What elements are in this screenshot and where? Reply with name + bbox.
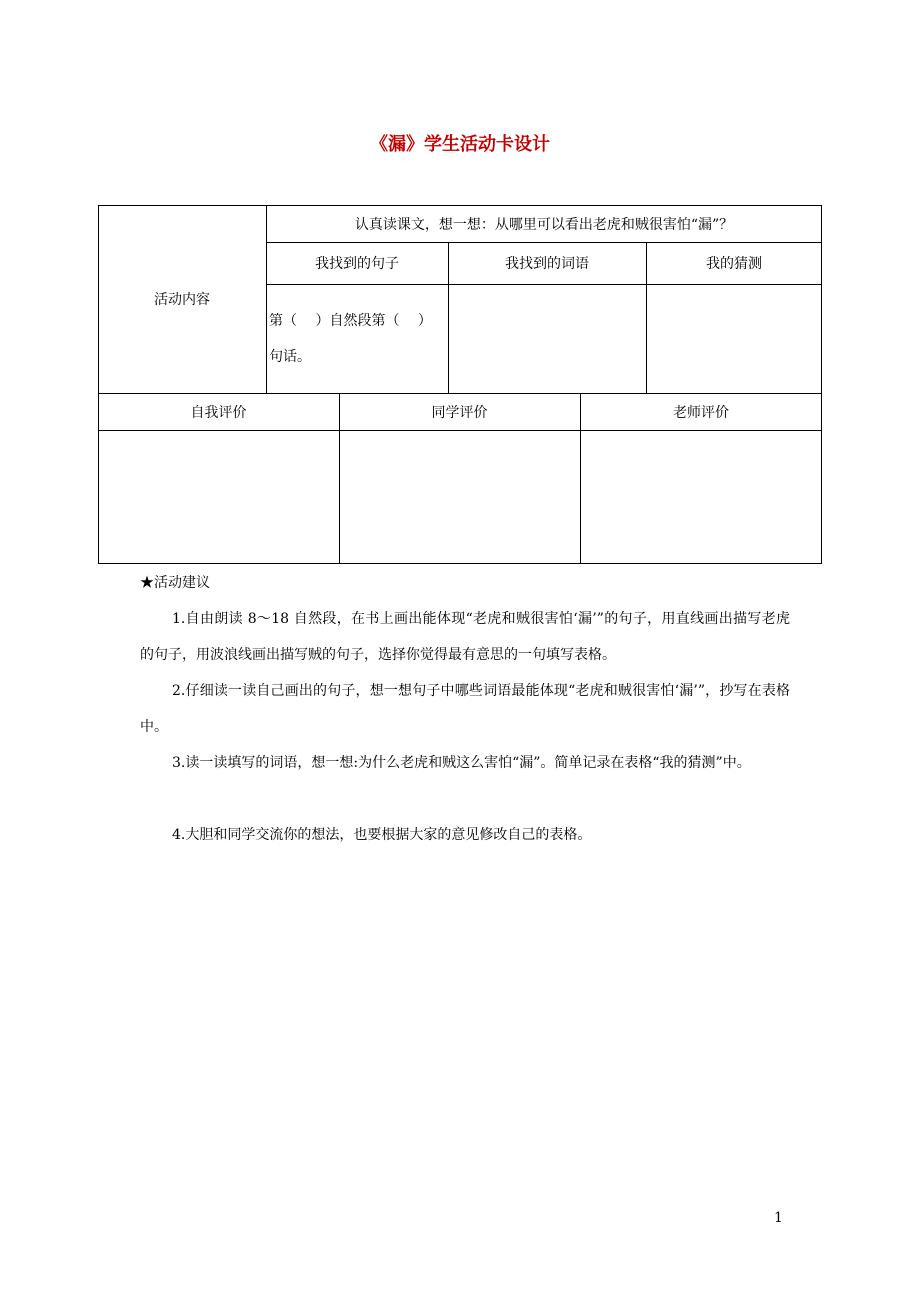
suggestion-item: 2.仔细读一读自己画出的句子，想一想句子中哪些词语最能体现“老虎和贼很害怕‘漏’”，抄写在表格中。 — [140, 683, 790, 735]
suggestion-item: 1.自由朗读 8～18 自然段，在书上画出能体现“老虎和贼很害怕‘漏’”的句子，用直线画出描写老虎的句子，用波浪线画出描写贼的句子，选择你觉得最有意思的一句填写表格。 — [140, 611, 790, 663]
eval-header-peer: 同学评价 — [431, 404, 488, 421]
column-header-words: 我找到的词语 — [505, 256, 589, 272]
sentence-fill-line1: 第（ ）自然段第（ ） — [269, 313, 432, 329]
page-title: 《漏》学生活动卡设计 — [370, 134, 550, 155]
sentence-fill-line2: 句话。 — [269, 349, 311, 365]
table-border-bottom — [98, 563, 822, 564]
column-header-sentence: 我找到的句子 — [315, 256, 399, 272]
table-line — [98, 430, 822, 431]
activity-prompt: 认真读课文，想一想：从哪里可以看出老虎和贼很害怕“漏”？ — [354, 216, 734, 233]
suggestion-item: 3.读一读填写的词语，想一想:为什么老虎和贼这么害怕“漏”。简单记录在表格“我的猜测”中。 — [172, 755, 751, 771]
eval-header-self: 自我评价 — [190, 404, 247, 421]
suggestions-heading: ★活动建议 — [140, 575, 210, 591]
activity-label: 活动内容 — [154, 292, 210, 308]
column-header-guess: 我的猜测 — [706, 256, 762, 272]
eval-header-teacher: 老师评价 — [673, 404, 729, 421]
table-line — [266, 284, 822, 285]
suggestion-item: 4.大胆和同学交流你的想法，也要根据大家的意见修改自己的表格。 — [172, 827, 592, 843]
page-number: 1 — [774, 1210, 783, 1226]
